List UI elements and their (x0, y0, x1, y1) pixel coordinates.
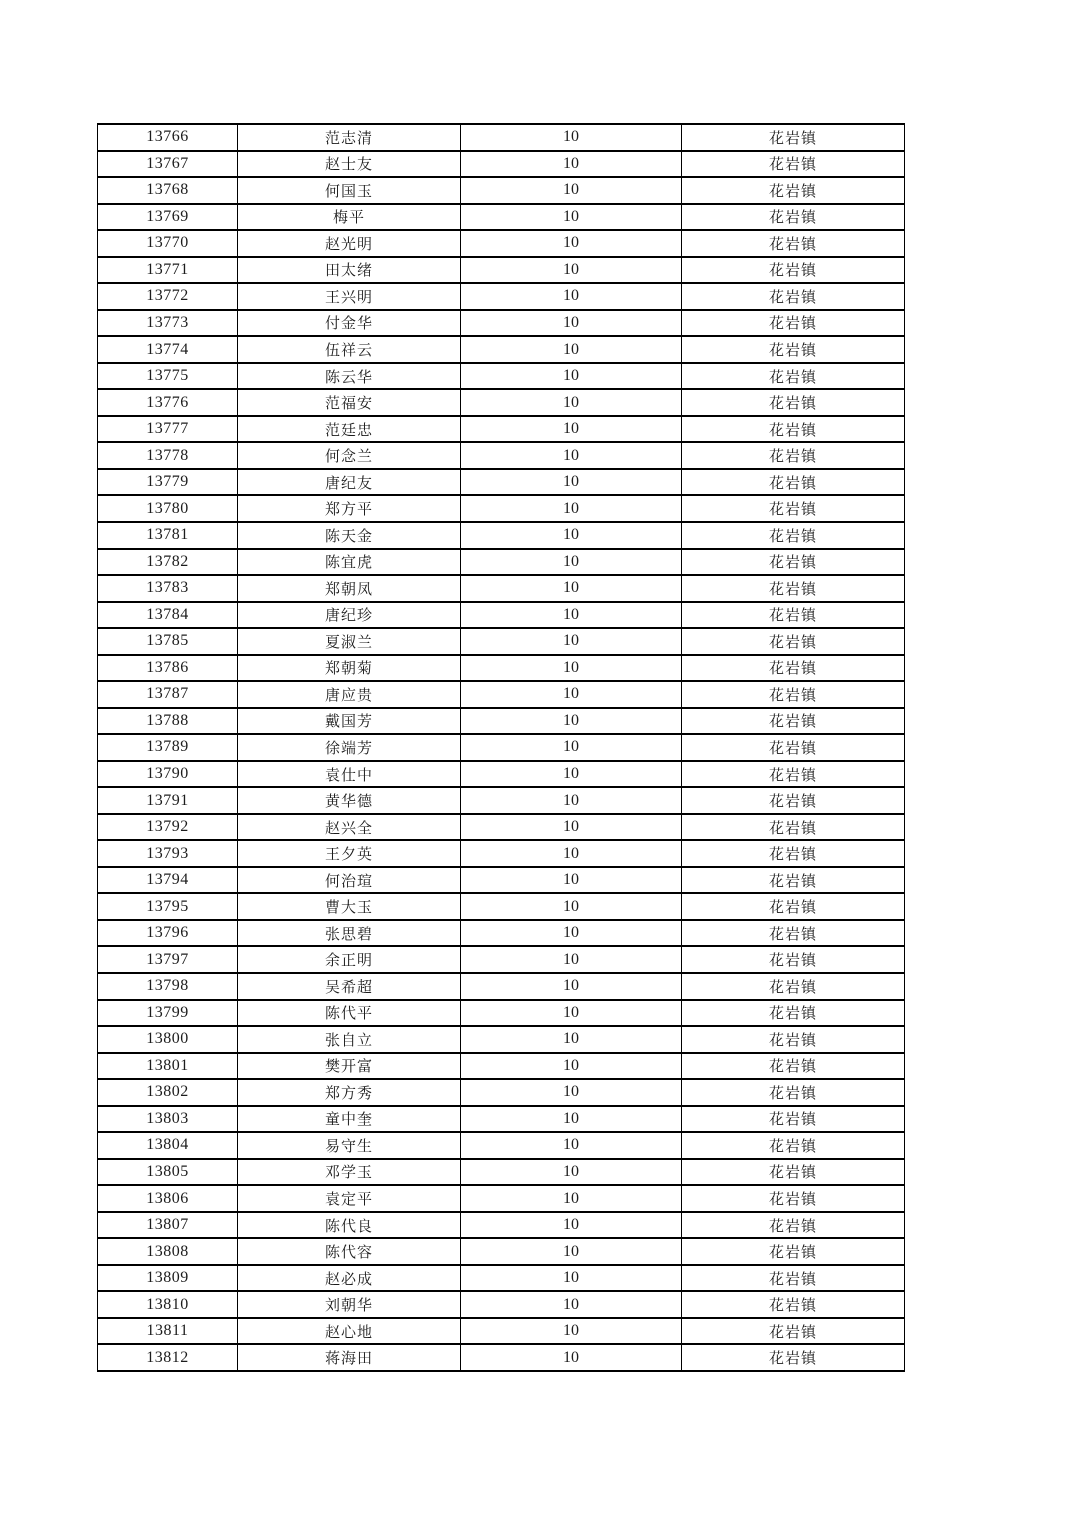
table-row (98, 495, 905, 522)
cell-town: 花岩镇 (682, 389, 905, 416)
table-row (98, 761, 905, 788)
cell-serial-number: 13773 (98, 310, 238, 337)
cell-person-name: 蒋海田 (238, 1344, 461, 1371)
cell-town: 花岩镇 (682, 1026, 905, 1053)
cell-town: 花岩镇 (682, 151, 905, 178)
table-row (98, 814, 905, 841)
cell-amount: 10 (461, 1265, 682, 1292)
cell-amount: 10 (461, 628, 682, 655)
cell-person-name: 陈代容 (238, 1238, 461, 1265)
table-row (98, 469, 905, 496)
table-row (98, 204, 905, 231)
cell-person-name: 曹大玉 (238, 893, 461, 920)
table-row (98, 734, 905, 761)
cell-serial-number: 13801 (98, 1053, 238, 1080)
cell-amount: 10 (461, 1026, 682, 1053)
cell-amount: 10 (461, 1238, 682, 1265)
cell-amount: 10 (461, 602, 682, 629)
cell-serial-number: 13792 (98, 814, 238, 841)
cell-person-name: 张思碧 (238, 920, 461, 947)
cell-person-name: 王夕英 (238, 840, 461, 867)
cell-serial-number: 13766 (98, 124, 238, 151)
cell-person-name: 范福安 (238, 389, 461, 416)
table-row (98, 1026, 905, 1053)
cell-town: 花岩镇 (682, 920, 905, 947)
cell-town: 花岩镇 (682, 1344, 905, 1371)
cell-town: 花岩镇 (682, 124, 905, 151)
cell-amount: 10 (461, 575, 682, 602)
cell-person-name: 易守生 (238, 1132, 461, 1159)
cell-serial-number: 13811 (98, 1318, 238, 1345)
cell-town: 花岩镇 (682, 495, 905, 522)
cell-serial-number: 13812 (98, 1344, 238, 1371)
table-row (98, 1185, 905, 1212)
cell-town: 花岩镇 (682, 204, 905, 231)
cell-town: 花岩镇 (682, 1291, 905, 1318)
cell-person-name: 何治瑄 (238, 867, 461, 894)
table-row (98, 336, 905, 363)
cell-serial-number: 13775 (98, 363, 238, 390)
cell-serial-number: 13797 (98, 946, 238, 973)
cell-amount: 10 (461, 1079, 682, 1106)
cell-amount: 10 (461, 920, 682, 947)
cell-amount: 10 (461, 310, 682, 337)
cell-town: 花岩镇 (682, 310, 905, 337)
cell-amount: 10 (461, 1291, 682, 1318)
cell-town: 花岩镇 (682, 1079, 905, 1106)
cell-amount: 10 (461, 469, 682, 496)
cell-person-name: 邓学玉 (238, 1159, 461, 1186)
cell-person-name: 田太绪 (238, 257, 461, 284)
table-row (98, 1291, 905, 1318)
cell-amount: 10 (461, 151, 682, 178)
table-row (98, 867, 905, 894)
cell-person-name: 袁仕中 (238, 761, 461, 788)
table-row (98, 522, 905, 549)
cell-amount: 10 (461, 522, 682, 549)
cell-serial-number: 13795 (98, 893, 238, 920)
table-row (98, 920, 905, 947)
cell-serial-number: 13802 (98, 1079, 238, 1106)
cell-town: 花岩镇 (682, 1185, 905, 1212)
cell-serial-number: 13784 (98, 602, 238, 629)
table-row (98, 389, 905, 416)
cell-person-name: 郑方平 (238, 495, 461, 522)
table-row (98, 363, 905, 390)
table-row (98, 177, 905, 204)
cell-serial-number: 13793 (98, 840, 238, 867)
cell-person-name: 余正明 (238, 946, 461, 973)
cell-town: 花岩镇 (682, 840, 905, 867)
table-row (98, 1238, 905, 1265)
table-row (98, 1265, 905, 1292)
cell-town: 花岩镇 (682, 442, 905, 469)
table-row (98, 602, 905, 629)
table-row (98, 1079, 905, 1106)
cell-town: 花岩镇 (682, 1212, 905, 1239)
table-row (98, 1159, 905, 1186)
cell-amount: 10 (461, 230, 682, 257)
cell-amount: 10 (461, 708, 682, 735)
table-row (98, 1000, 905, 1027)
cell-serial-number: 13781 (98, 522, 238, 549)
table-row (98, 708, 905, 735)
cell-amount: 10 (461, 1318, 682, 1345)
cell-amount: 10 (461, 814, 682, 841)
cell-amount: 10 (461, 734, 682, 761)
cell-person-name: 赵兴全 (238, 814, 461, 841)
cell-person-name: 赵心地 (238, 1318, 461, 1345)
cell-amount: 10 (461, 1185, 682, 1212)
records-table (97, 123, 905, 1372)
cell-town: 花岩镇 (682, 1238, 905, 1265)
cell-amount: 10 (461, 336, 682, 363)
cell-serial-number: 13776 (98, 389, 238, 416)
cell-serial-number: 13806 (98, 1185, 238, 1212)
cell-person-name: 童中奎 (238, 1106, 461, 1133)
cell-amount: 10 (461, 124, 682, 151)
cell-serial-number: 13786 (98, 655, 238, 682)
cell-serial-number: 13783 (98, 575, 238, 602)
cell-town: 花岩镇 (682, 734, 905, 761)
cell-serial-number: 13785 (98, 628, 238, 655)
table-row (98, 1053, 905, 1080)
table-row (98, 416, 905, 443)
table-row (98, 893, 905, 920)
cell-town: 花岩镇 (682, 628, 905, 655)
cell-person-name: 黄华德 (238, 787, 461, 814)
cell-amount: 10 (461, 495, 682, 522)
cell-serial-number: 13805 (98, 1159, 238, 1186)
table-row (98, 973, 905, 1000)
cell-serial-number: 13794 (98, 867, 238, 894)
cell-serial-number: 13772 (98, 283, 238, 310)
cell-person-name: 范志清 (238, 124, 461, 151)
cell-amount: 10 (461, 787, 682, 814)
table-row (98, 151, 905, 178)
table-row (98, 575, 905, 602)
cell-person-name: 刘朝华 (238, 1291, 461, 1318)
cell-amount: 10 (461, 257, 682, 284)
cell-amount: 10 (461, 1106, 682, 1133)
cell-town: 花岩镇 (682, 602, 905, 629)
table-row (98, 1212, 905, 1239)
cell-person-name: 陈云华 (238, 363, 461, 390)
cell-amount: 10 (461, 1212, 682, 1239)
cell-person-name: 樊开富 (238, 1053, 461, 1080)
table-row (98, 840, 905, 867)
cell-town: 花岩镇 (682, 230, 905, 257)
cell-amount: 10 (461, 1159, 682, 1186)
cell-serial-number: 13790 (98, 761, 238, 788)
cell-serial-number: 13770 (98, 230, 238, 257)
cell-serial-number: 13774 (98, 336, 238, 363)
cell-town: 花岩镇 (682, 257, 905, 284)
cell-person-name: 唐应贵 (238, 681, 461, 708)
cell-serial-number: 13804 (98, 1132, 238, 1159)
cell-person-name: 范廷忠 (238, 416, 461, 443)
cell-person-name: 陈代良 (238, 1212, 461, 1239)
cell-town: 花岩镇 (682, 787, 905, 814)
cell-person-name: 郑方秀 (238, 1079, 461, 1106)
table-row (98, 442, 905, 469)
table-row (98, 787, 905, 814)
table-row (98, 310, 905, 337)
table-row (98, 1132, 905, 1159)
cell-serial-number: 13777 (98, 416, 238, 443)
cell-person-name: 唐纪友 (238, 469, 461, 496)
cell-serial-number: 13782 (98, 549, 238, 576)
cell-town: 花岩镇 (682, 681, 905, 708)
cell-person-name: 赵士友 (238, 151, 461, 178)
records-table-body (98, 124, 905, 1371)
table-row (98, 655, 905, 682)
cell-amount: 10 (461, 867, 682, 894)
cell-person-name: 吴希超 (238, 973, 461, 1000)
cell-serial-number: 13778 (98, 442, 238, 469)
table-row (98, 230, 905, 257)
cell-amount: 10 (461, 946, 682, 973)
cell-amount: 10 (461, 177, 682, 204)
cell-amount: 10 (461, 973, 682, 1000)
cell-serial-number: 13789 (98, 734, 238, 761)
cell-town: 花岩镇 (682, 946, 905, 973)
cell-town: 花岩镇 (682, 814, 905, 841)
cell-amount: 10 (461, 283, 682, 310)
cell-town: 花岩镇 (682, 575, 905, 602)
cell-person-name: 赵光明 (238, 230, 461, 257)
cell-person-name: 陈宜虎 (238, 549, 461, 576)
cell-person-name: 张自立 (238, 1026, 461, 1053)
cell-amount: 10 (461, 840, 682, 867)
cell-amount: 10 (461, 681, 682, 708)
cell-town: 花岩镇 (682, 1053, 905, 1080)
cell-serial-number: 13767 (98, 151, 238, 178)
table-row (98, 628, 905, 655)
cell-person-name: 郑朝凤 (238, 575, 461, 602)
cell-amount: 10 (461, 416, 682, 443)
cell-town: 花岩镇 (682, 1159, 905, 1186)
cell-serial-number: 13787 (98, 681, 238, 708)
cell-person-name: 唐纪珍 (238, 602, 461, 629)
cell-person-name: 陈天金 (238, 522, 461, 549)
cell-person-name: 梅平 (238, 204, 461, 231)
cell-town: 花岩镇 (682, 549, 905, 576)
cell-amount: 10 (461, 893, 682, 920)
cell-person-name: 袁定平 (238, 1185, 461, 1212)
table-row (98, 1344, 905, 1371)
cell-person-name: 伍祥云 (238, 336, 461, 363)
cell-town: 花岩镇 (682, 1265, 905, 1292)
cell-person-name: 戴国芳 (238, 708, 461, 735)
table-row (98, 946, 905, 973)
cell-town: 花岩镇 (682, 283, 905, 310)
cell-person-name: 付金华 (238, 310, 461, 337)
cell-serial-number: 13788 (98, 708, 238, 735)
cell-person-name: 赵必成 (238, 1265, 461, 1292)
table-row (98, 283, 905, 310)
cell-person-name: 陈代平 (238, 1000, 461, 1027)
cell-serial-number: 13799 (98, 1000, 238, 1027)
cell-town: 花岩镇 (682, 336, 905, 363)
cell-amount: 10 (461, 655, 682, 682)
table-row (98, 1106, 905, 1133)
cell-person-name: 郑朝菊 (238, 655, 461, 682)
table-row (98, 549, 905, 576)
cell-amount: 10 (461, 442, 682, 469)
cell-amount: 10 (461, 389, 682, 416)
cell-person-name: 王兴明 (238, 283, 461, 310)
cell-amount: 10 (461, 1053, 682, 1080)
cell-amount: 10 (461, 204, 682, 231)
cell-amount: 10 (461, 549, 682, 576)
cell-serial-number: 13807 (98, 1212, 238, 1239)
cell-serial-number: 13810 (98, 1291, 238, 1318)
cell-serial-number: 13798 (98, 973, 238, 1000)
cell-serial-number: 13808 (98, 1238, 238, 1265)
cell-town: 花岩镇 (682, 761, 905, 788)
cell-serial-number: 13800 (98, 1026, 238, 1053)
cell-amount: 10 (461, 761, 682, 788)
cell-town: 花岩镇 (682, 363, 905, 390)
cell-amount: 10 (461, 1344, 682, 1371)
cell-serial-number: 13791 (98, 787, 238, 814)
cell-serial-number: 13796 (98, 920, 238, 947)
table-row (98, 257, 905, 284)
cell-town: 花岩镇 (682, 522, 905, 549)
cell-town: 花岩镇 (682, 655, 905, 682)
cell-town: 花岩镇 (682, 1000, 905, 1027)
cell-town: 花岩镇 (682, 893, 905, 920)
cell-person-name: 何国玉 (238, 177, 461, 204)
cell-amount: 10 (461, 1132, 682, 1159)
cell-town: 花岩镇 (682, 708, 905, 735)
cell-town: 花岩镇 (682, 469, 905, 496)
cell-serial-number: 13771 (98, 257, 238, 284)
cell-town: 花岩镇 (682, 177, 905, 204)
cell-town: 花岩镇 (682, 973, 905, 1000)
cell-town: 花岩镇 (682, 1318, 905, 1345)
cell-serial-number: 13780 (98, 495, 238, 522)
cell-person-name: 徐端芳 (238, 734, 461, 761)
table-row (98, 681, 905, 708)
cell-serial-number: 13768 (98, 177, 238, 204)
table-row (98, 124, 905, 151)
table-row (98, 1318, 905, 1345)
cell-town: 花岩镇 (682, 1106, 905, 1133)
cell-person-name: 何念兰 (238, 442, 461, 469)
cell-town: 花岩镇 (682, 1132, 905, 1159)
cell-amount: 10 (461, 363, 682, 390)
cell-town: 花岩镇 (682, 416, 905, 443)
cell-amount: 10 (461, 1000, 682, 1027)
cell-serial-number: 13809 (98, 1265, 238, 1292)
cell-town: 花岩镇 (682, 867, 905, 894)
cell-serial-number: 13803 (98, 1106, 238, 1133)
cell-serial-number: 13779 (98, 469, 238, 496)
cell-serial-number: 13769 (98, 204, 238, 231)
cell-person-name: 夏淑兰 (238, 628, 461, 655)
